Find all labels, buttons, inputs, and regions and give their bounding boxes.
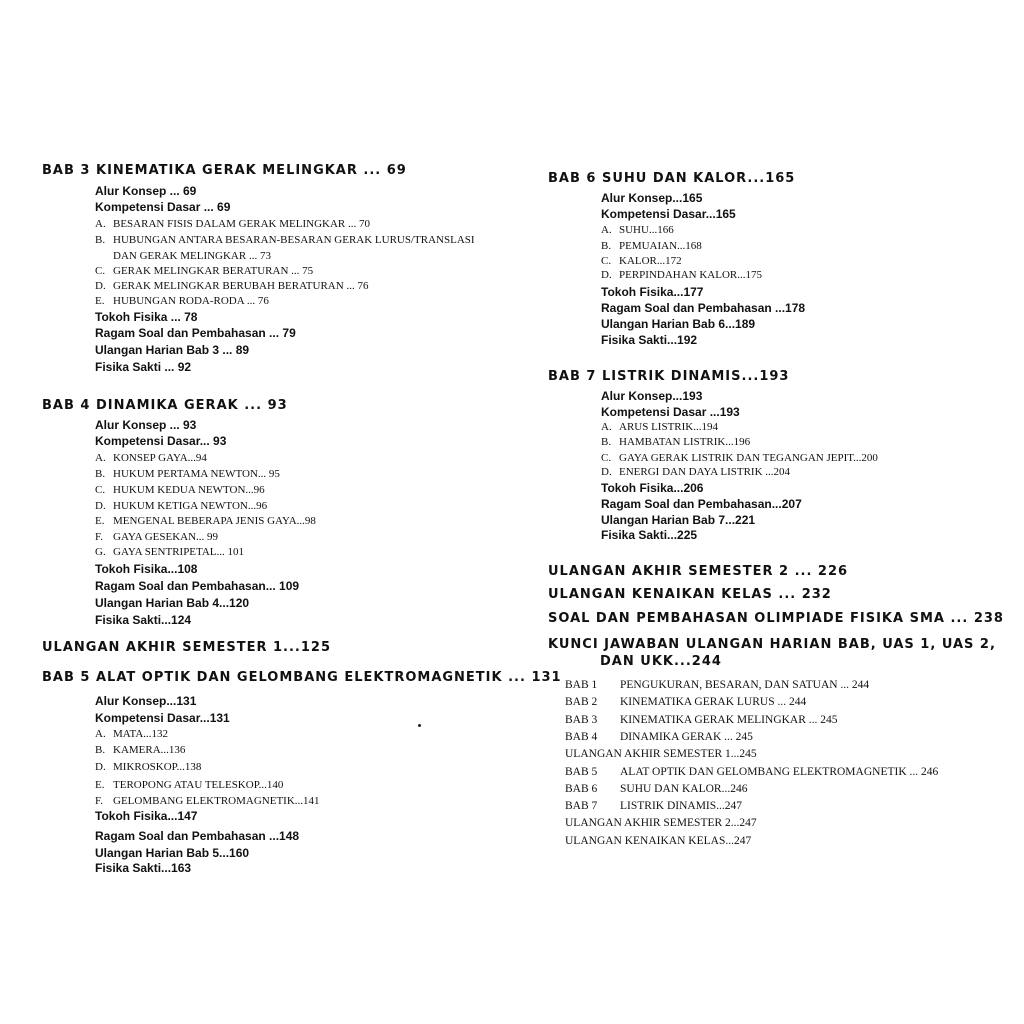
- entry-text: HUBUNGAN ANTARA BESARAN-BESARAN GERAK LURUS/TRANSLASI: [113, 234, 475, 246]
- entry-text: ULANGAN KENAIKAN KELAS ... 232: [548, 587, 832, 602]
- toc-entry: [95, 326, 296, 340]
- section-heading: [600, 654, 722, 669]
- entry-text: DINAMIKA GERAK ... 245: [620, 730, 753, 743]
- answer-key-entry: [565, 748, 757, 760]
- toc-subentry: [95, 452, 207, 464]
- toc-subentry: [95, 468, 280, 480]
- entry-text: SUHU DAN KALOR...246: [620, 782, 748, 795]
- entry-text: LISTRIK DINAMIS...193: [602, 369, 790, 384]
- entry-text: DAN GERAK MELINGKAR ... 73: [113, 250, 271, 262]
- entry-text: SUHU...166: [619, 224, 674, 236]
- toc-entry: [95, 613, 191, 627]
- entry-text: ALAT OPTIK DAN GELOMBANG ELEKTROMAGNETIK ... 131: [96, 670, 562, 685]
- entry-number: D.: [601, 466, 612, 478]
- toc-entry: [601, 389, 702, 403]
- entry-number: BAB 4: [565, 730, 598, 743]
- entry-text: KINEMATIKA GERAK LURUS ... 244: [620, 696, 807, 709]
- entry-text: ULANGAN AKHIR SEMESTER 2...247: [565, 817, 757, 830]
- entry-number: BAB 7: [548, 369, 597, 384]
- entry-text: Ulangan Harian Bab 3 ... 89: [95, 343, 250, 357]
- entry-number: BAB 5: [42, 670, 91, 685]
- toc-entry: [95, 846, 249, 860]
- entry-number: BAB 5: [565, 765, 598, 778]
- entry-text: ULANGAN AKHIR SEMESTER 2 ... 226: [548, 564, 849, 579]
- entry-text: Kompetensi Dasar... 93: [95, 434, 227, 448]
- toc-entry: [95, 694, 196, 708]
- entry-number: B.: [95, 744, 106, 756]
- entry-text: Kompetensi Dasar...165: [601, 207, 736, 221]
- entry-text: HUKUM KEDUA NEWTON...96: [113, 484, 265, 496]
- chapter-heading: [42, 398, 288, 413]
- toc-subentry: [601, 255, 682, 267]
- chapter-heading: [42, 670, 562, 685]
- toc-subentry: [601, 224, 674, 236]
- entry-text: PEMUAIAN...168: [619, 240, 702, 252]
- entry-text: Ulangan Harian Bab 6...189: [601, 317, 756, 331]
- toc-subentry: [601, 421, 718, 433]
- entry-number: BAB 4: [42, 398, 91, 413]
- entry-text: BESARAN FISIS DALAM GERAK MELINGKAR ... 70: [113, 218, 370, 230]
- toc-subentry: [95, 484, 265, 496]
- entry-text: PERPINDAHAN KALOR...175: [619, 269, 763, 281]
- entry-text: KALOR...172: [619, 255, 682, 267]
- entry-text: ULANGAN AKHIR SEMESTER 1...245: [565, 748, 757, 761]
- entry-text: HUKUM PERTAMA NEWTON... 95: [113, 468, 280, 480]
- entry-text: SOAL DAN PEMBAHASAN OLIMPIADE FISIKA SMA ... 238: [548, 611, 1004, 626]
- entry-text: DAN UKK...244: [600, 654, 722, 669]
- entry-text: KONSEP GAYA...94: [113, 452, 207, 464]
- toc-subentry: [95, 744, 185, 756]
- toc-entry: [601, 317, 755, 331]
- entry-text: KAMERA...136: [113, 744, 186, 756]
- toc-subentry: [95, 295, 269, 307]
- toc-entry: [95, 596, 249, 610]
- entry-number: B.: [95, 468, 106, 480]
- toc-entry: [601, 497, 802, 511]
- toc-entry: [95, 711, 230, 725]
- entry-number: D.: [95, 761, 106, 773]
- toc-subentry: [95, 761, 201, 773]
- toc-subentry: [95, 265, 313, 277]
- entry-number: B.: [601, 240, 612, 252]
- entry-text: GAYA SENTRIPETAL... 101: [113, 546, 245, 558]
- entry-text: Ulangan Harian Bab 4...120: [95, 596, 250, 610]
- entry-text: GERAK MELINGKAR BERATURAN ... 75: [113, 265, 314, 277]
- answer-key-entry: [565, 835, 751, 847]
- section-heading: [42, 640, 331, 655]
- entry-number: B.: [601, 436, 612, 448]
- entry-text: HAMBATAN LISTRIK...196: [619, 436, 751, 448]
- entry-number: BAB 2: [565, 696, 598, 709]
- toc-subentry: [95, 779, 283, 791]
- entry-number: A.: [95, 452, 106, 464]
- entry-text: MIKROSKOP...138: [113, 761, 202, 773]
- toc-entry: [95, 562, 197, 576]
- toc-entry: [95, 809, 197, 823]
- entry-number: E.: [95, 515, 105, 527]
- entry-text: Ragam Soal dan Pembahasan ... 79: [95, 326, 296, 340]
- entry-number: D.: [95, 500, 106, 512]
- entry-text: Alur Konsep ... 93: [95, 418, 197, 432]
- toc-subentry: [95, 500, 267, 512]
- entry-text: GAYA GESEKAN... 99: [113, 531, 219, 543]
- entry-number: C.: [601, 255, 612, 267]
- entry-text: Alur Konsep ... 69: [95, 184, 197, 198]
- chapter-heading: [548, 369, 789, 384]
- section-heading: [548, 611, 1004, 626]
- entry-text: Fisika Sakti...225: [601, 528, 698, 542]
- answer-key-entry: [565, 731, 753, 743]
- entry-text: Kompetensi Dasar ... 69: [95, 200, 231, 214]
- toc-entry: [601, 191, 702, 205]
- entry-number: A.: [601, 421, 612, 433]
- entry-text: GAYA GERAK LISTRIK DAN TEGANGAN JEPIT...200: [619, 452, 878, 464]
- entry-text: LISTRIK DINAMIS...247: [620, 800, 743, 813]
- entry-text: DINAMIKA GERAK ... 93: [96, 398, 288, 413]
- section-heading: [548, 637, 996, 652]
- entry-text: MATA...132: [113, 728, 169, 740]
- entry-text: KINEMATIKA GERAK MELINGKAR ... 69: [96, 163, 407, 178]
- entry-text: Fisika Sakti...192: [601, 333, 698, 347]
- section-heading: [548, 564, 848, 579]
- toc-entry: [95, 343, 249, 357]
- entry-text: Ulangan Harian Bab 5...160: [95, 846, 250, 860]
- entry-text: Ragam Soal dan Pembahasan... 109: [95, 579, 300, 593]
- entry-number: BAB 3: [42, 163, 91, 178]
- entry-text: ENERGI DAN DAYA LISTRIK ...204: [619, 466, 791, 478]
- toc-subentry: [95, 546, 244, 558]
- toc-subentry: [95, 250, 271, 262]
- entry-text: Ragam Soal dan Pembahasan...207: [601, 497, 802, 511]
- entry-text: Tokoh Fisika...108: [95, 562, 198, 576]
- toc-subentry: [95, 531, 218, 543]
- entry-number: E.: [95, 779, 105, 791]
- answer-key-entry: [565, 800, 742, 812]
- toc-subentry: [95, 515, 316, 527]
- toc-entry: [601, 405, 740, 419]
- toc-entry: [601, 481, 703, 495]
- entry-text: Kompetensi Dasar ...193: [601, 405, 740, 419]
- entry-text: Ulangan Harian Bab 7...221: [601, 513, 756, 527]
- entry-text: HUKUM KETIGA NEWTON...96: [113, 500, 268, 512]
- entry-text: Fisika Sakti...124: [95, 613, 192, 627]
- entry-number: BAB 1: [565, 679, 598, 691]
- entry-text: Ragam Soal dan Pembahasan ...178: [601, 301, 806, 315]
- entry-text: GELOMBANG ELEKTROMAGNETIK...141: [113, 795, 320, 807]
- answer-key-entry: [565, 817, 757, 829]
- entry-number: D.: [601, 269, 612, 281]
- toc-entry: [95, 434, 226, 448]
- toc-subentry: [95, 280, 368, 292]
- entry-number: BAB 7: [565, 800, 598, 813]
- toc-entry: [95, 360, 191, 374]
- chapter-heading: [42, 163, 407, 178]
- entry-number: A.: [95, 728, 106, 740]
- entry-text: Ragam Soal dan Pembahasan ...148: [95, 829, 300, 843]
- entry-text: Kompetensi Dasar...131: [95, 711, 230, 725]
- toc-subentry: [95, 728, 168, 740]
- toc-subentry: [601, 240, 702, 252]
- entry-number: G.: [95, 546, 106, 558]
- entry-text: Alur Konsep...193: [601, 389, 703, 403]
- answer-key-entry: [565, 783, 747, 795]
- entry-text: ALAT OPTIK DAN GELOMBANG ELEKTROMAGNETIK ... 246: [620, 765, 939, 778]
- toc-entry: [95, 829, 299, 843]
- answer-key-entry: [565, 679, 869, 691]
- toc-entry: [95, 861, 191, 875]
- entry-text: KINEMATIKA GERAK MELINGKAR ... 245: [620, 713, 838, 726]
- toc-entry: [601, 301, 805, 315]
- entry-text: Tokoh Fisika ... 78: [95, 310, 198, 324]
- entry-number: A.: [601, 224, 612, 236]
- entry-text: Alur Konsep...165: [601, 191, 703, 205]
- entry-number: BAB 6: [548, 171, 597, 186]
- answer-key-entry: [565, 766, 938, 778]
- entry-text: Tokoh Fisika...147: [95, 809, 198, 823]
- toc-subentry: [601, 466, 790, 478]
- answer-key-entry: [565, 714, 838, 726]
- toc-entry: [95, 418, 196, 432]
- entry-number: C.: [601, 452, 612, 464]
- entry-number: BAB 3: [565, 713, 598, 726]
- toc-entry: [601, 207, 736, 221]
- entry-number: C.: [95, 484, 106, 496]
- entry-text: Tokoh Fisika...206: [601, 481, 704, 495]
- entry-text: Fisika Sakti...163: [95, 861, 192, 875]
- toc-subentry: [95, 218, 370, 230]
- toc-subentry: [601, 436, 750, 448]
- toc-entry: [601, 528, 697, 542]
- entry-text: HUBUNGAN RODA-RODA ... 76: [113, 295, 269, 307]
- toc-subentry: [95, 795, 320, 807]
- entry-text: KUNCI JAWABAN ULANGAN HARIAN BAB, UAS 1, UAS 2,: [548, 637, 996, 652]
- entry-text: Tokoh Fisika...177: [601, 285, 704, 299]
- chapter-heading: [548, 171, 795, 186]
- entry-text: SUHU DAN KALOR...165: [602, 171, 796, 186]
- toc-entry: [95, 184, 196, 198]
- toc-entry: [601, 333, 697, 347]
- toc-subentry: [95, 234, 475, 246]
- toc-entry: [95, 579, 299, 593]
- entry-text: PENGUKURAN, BESARAN, DAN SATUAN ... 244: [620, 679, 870, 691]
- entry-text: ULANGAN KENAIKAN KELAS...247: [565, 834, 752, 847]
- entry-number: D.: [95, 280, 106, 292]
- section-heading: [548, 587, 832, 602]
- toc-entry: [95, 310, 197, 324]
- entry-number: B.: [95, 234, 106, 246]
- entry-number: A.: [95, 218, 106, 230]
- toc-entry: [601, 513, 755, 527]
- answer-key-entry: [565, 696, 806, 708]
- entry-text: Fisika Sakti ... 92: [95, 360, 192, 374]
- entry-text: Alur Konsep...131: [95, 694, 197, 708]
- entry-text: GERAK MELINGKAR BERUBAH BERATURAN ... 76: [113, 280, 369, 292]
- entry-text: TEROPONG ATAU TELESKOP...140: [113, 779, 284, 791]
- toc-entry: [95, 200, 230, 214]
- entry-text: MENGENAL BEBERAPA JENIS GAYA...98: [113, 515, 316, 527]
- toc-subentry: [601, 452, 878, 464]
- entry-text: ULANGAN AKHIR SEMESTER 1...125: [42, 640, 332, 655]
- toc-entry: [601, 285, 703, 299]
- print-speck: [418, 724, 421, 727]
- entry-text: ARUS LISTRIK...194: [619, 421, 719, 433]
- toc-subentry: [601, 269, 762, 281]
- entry-number: BAB 6: [565, 782, 598, 795]
- entry-number: C.: [95, 265, 106, 277]
- entry-number: F.: [95, 795, 103, 807]
- entry-number: F.: [95, 531, 103, 543]
- entry-number: E.: [95, 295, 105, 307]
